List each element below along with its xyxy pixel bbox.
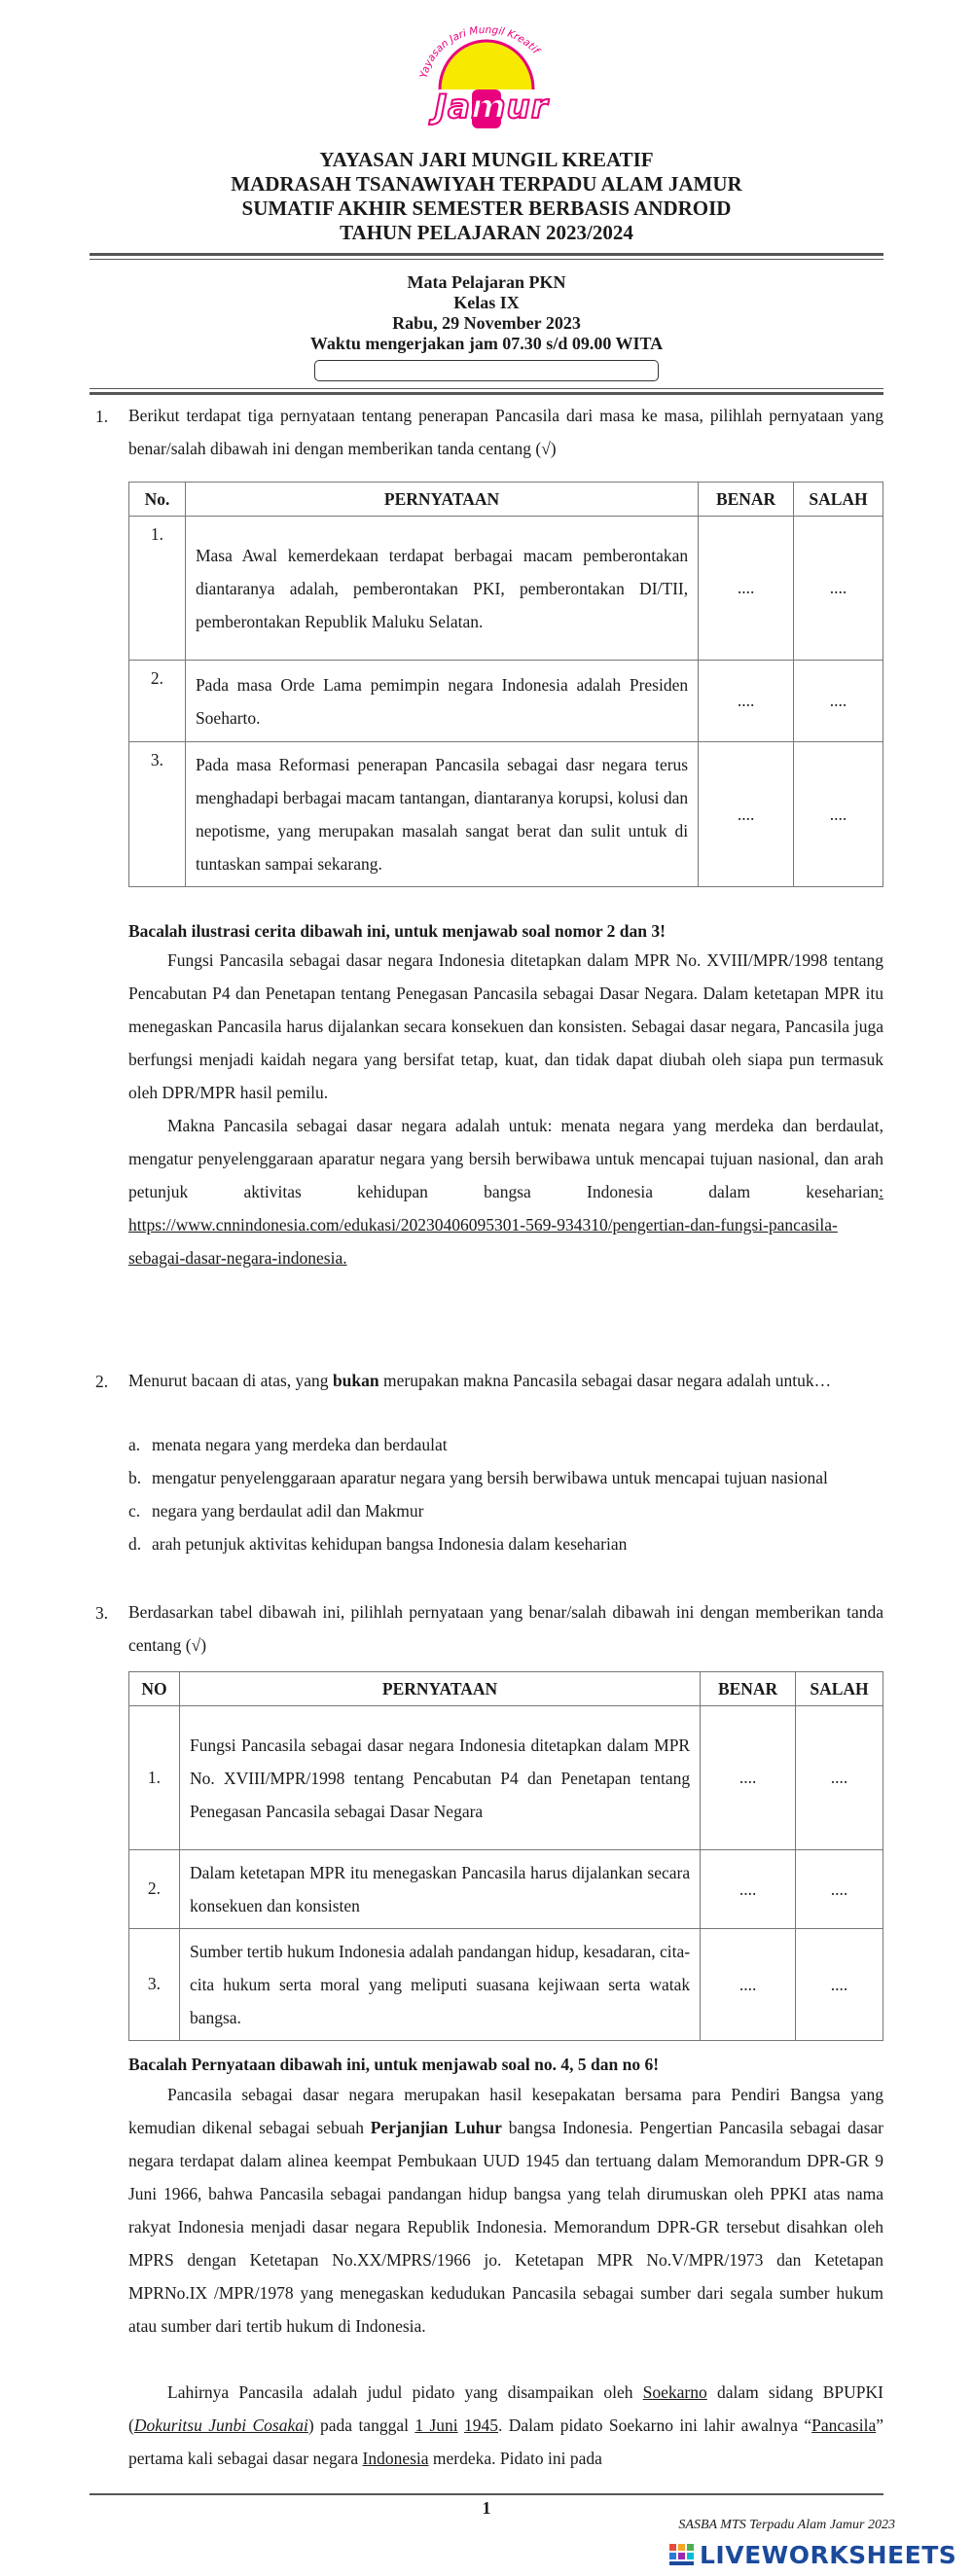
paragraph-text: . Dalam pidato Soekarno ini lahir awalnya “ <box>498 2415 812 2435</box>
logo-brand-text: Jamur <box>434 88 549 126</box>
row-number: 1. <box>129 517 186 661</box>
option-b[interactable] <box>128 1461 883 1494</box>
q2-text <box>128 1364 883 1397</box>
linked-term[interactable]: 1945 <box>464 2415 499 2435</box>
option-letter: d. <box>128 1534 142 1554</box>
exam-date: Rabu, 29 November 2023 <box>392 313 581 333</box>
paragraph-text: ” pertama kali sebagai dasar negara <box>128 2415 883 2468</box>
reading1-heading: Bacalah ilustrasi cerita dibawah ini, untuk menjawab soal nomor 2 dan 3! <box>128 921 666 941</box>
exam-info <box>195 272 778 354</box>
class-label: Kelas IX <box>453 293 520 312</box>
col-header-no: NO <box>129 1672 180 1706</box>
watermark-text: LIVEWORKSHEETS <box>700 2540 957 2569</box>
true-answer-cell[interactable]: .... <box>699 661 794 742</box>
subject-label: Mata Pelajaran PKN <box>407 272 566 292</box>
option-c[interactable] <box>128 1494 883 1527</box>
row-number: 2. <box>129 661 186 742</box>
header-divider <box>90 253 883 256</box>
q3-text: Berdasarkan tabel dibawah ini, pilihlah pernyataan yang benar/salah dibawah ini dengan memberikan tanda centang (√) <box>128 1602 883 1655</box>
row-statement: Pada masa Orde Lama pemimpin negara Indonesia adalah Presiden Soeharto. <box>185 661 698 742</box>
reading2-paragraph1 <box>128 2078 883 2343</box>
q1-table <box>128 482 883 887</box>
reading1-paragraph2 <box>128 1109 883 1274</box>
col-header-no: No. <box>129 483 186 517</box>
option-letter: b. <box>128 1468 142 1487</box>
q2-emphasis: bukan <box>332 1371 379 1390</box>
table-header-row <box>129 1672 883 1706</box>
foundation-name: YAYASAN JARI MUNGIL KREATIF <box>319 148 654 171</box>
row-statement: Fungsi Pancasila sebagai dasar negara Indonesia ditetapkan dalam MPR No. XVIII/MPR/1998 tentang Pencabutan P4 dan Penetapan tentang Penegasan Pancasila sebagai Dasar Negara <box>179 1706 700 1850</box>
linked-term[interactable]: 1 Juni <box>414 2415 458 2435</box>
q2-text-part: merupakan makna Pancasila sebagai dasar negara adalah untuk… <box>378 1371 832 1390</box>
paragraph-text: Pancasila sebagai dasar negara merupakan hasil kesepakatan bersama para Pendiri Bangsa yang kemudian dikenal sebagai sebuah <box>128 2085 883 2137</box>
table-row <box>129 1929 883 2041</box>
col-header-true: BENAR <box>701 1672 796 1706</box>
q2-number: 2. <box>95 1372 109 1391</box>
institution-header <box>146 148 827 245</box>
false-answer-cell[interactable]: .... <box>796 1850 883 1929</box>
option-letter: a. <box>128 1435 141 1454</box>
info-divider-thick <box>90 392 883 395</box>
true-answer-cell[interactable]: .... <box>701 1706 796 1850</box>
col-header-statement: PERNYATAAN <box>179 1672 700 1706</box>
footer-divider <box>90 2493 883 2495</box>
academic-year: TAHUN PELAJARAN 2023/2024 <box>340 221 633 244</box>
option-text: mengatur penyelenggaraan aparatur negara yang bersih berwibawa untuk mencapai tujuan nasional <box>152 1468 828 1487</box>
exam-title: SUMATIF AKHIR SEMESTER BERBASIS ANDROID <box>241 197 732 220</box>
liveworksheets-logo-icon <box>669 2542 697 2567</box>
reading1-paragraph1: Fungsi Pancasila sebagai dasar negara Indonesia ditetapkan dalam MPR No. XVIII/MPR/1998 tentang Pencabutan P4 dan Penetapan tentang Penegasan Pancasila sebagai Dasar Negara. Dalam ketetapan MPR itu menegaskan Pancasila harus dijalankan secara konsekuen dan konsisten. Sebagai dasar negara, Pancasila juga berfungsi menjadi kaidah negara yang bersifat tetap, kuat, dan tidak dapat diubah oleh siapa pun termasuk oleh DPR/MPR hasil pemilu. <box>128 950 883 1102</box>
q1-text: Berikut terdapat tiga pernyataan tentang penerapan Pancasila dari masa ke masa, pilihlah pernyataan yang benar/salah dibawah ini dengan memberikan tanda centang (√) <box>128 406 883 458</box>
header-divider-thin <box>90 259 883 260</box>
table-header-row <box>129 483 883 517</box>
option-letter: c. <box>128 1501 141 1521</box>
option-a[interactable] <box>128 1428 883 1461</box>
col-header-statement: PERNYATAAN <box>185 483 698 517</box>
reading2-paragraph2 <box>128 2376 883 2475</box>
row-statement: Sumber tertib hukum Indonesia adalah pandangan hidup, kesadaran, cita-cita hukum serta moral yang meliputi suasana kejiwaan serta watak bangsa. <box>179 1929 700 2041</box>
true-answer-cell[interactable]: .... <box>699 742 794 887</box>
page-number: 1 <box>482 2498 491 2518</box>
option-text: arah petunjuk aktivitas kehidupan bangsa Indonesia dalam keseharian <box>152 1534 628 1554</box>
svg-text:Yayasan Jari Mungil Kreatif: Yayasan Jari Mungil Kreatif <box>417 23 542 80</box>
q2-text-part: Menurut bacaan di atas, yang <box>128 1371 333 1390</box>
school-logo <box>389 21 584 136</box>
row-statement: Dalam ketetapan MPR itu menegaskan Pancasila harus dijalankan secara konsekuen dan konsisten <box>179 1850 700 1929</box>
q3-table <box>128 1671 883 2041</box>
source-link[interactable]: : https://www.cnnindonesia.com/edukasi/20230406095301-569-934310/pengertian-dan-fungsi-pancasila-sebagai-dasar-negara-indonesia. <box>128 1182 883 1268</box>
linked-term[interactable]: Pancasila <box>811 2415 877 2435</box>
row-number: 2. <box>129 1850 180 1929</box>
option-d[interactable] <box>128 1527 883 1560</box>
row-number: 3. <box>129 1929 180 2041</box>
row-statement: Pada masa Reformasi penerapan Pancasila sebagai dasr negara terus menghadapi berbagai macam tantangan, diantaranya korupsi, kolusi dan nepotisme, yang merupakan masalah sangat berat dan sulit untuk di tuntaskan sampai sekarang. <box>185 742 698 887</box>
option-text: menata negara yang merdeka dan berdaulat <box>152 1435 448 1454</box>
true-answer-cell[interactable]: .... <box>701 1929 796 2041</box>
table-row <box>129 517 883 661</box>
true-answer-cell[interactable]: .... <box>699 517 794 661</box>
option-text: negara yang berdaulat adil dan Makmur <box>152 1501 424 1521</box>
exam-time: Waktu mengerjakan jam 07.30 s/d 09.00 WITA <box>309 334 664 353</box>
school-name: MADRASAH TSANAWIYAH TERPADU ALAM JAMUR <box>231 172 742 196</box>
false-answer-cell[interactable]: .... <box>794 517 883 661</box>
table-row <box>129 1706 883 1850</box>
false-answer-cell[interactable]: .... <box>796 1929 883 2041</box>
reading2-heading: Bacalah Pernyataan dibawah ini, untuk menjawab soal no. 4, 5 dan no 6! <box>128 2055 660 2074</box>
q1-table-wrap <box>128 482 883 887</box>
paragraph-text: Lahirnya Pancasila adalah judul pidato yang disampaikan oleh <box>167 2382 643 2402</box>
q3-table-wrap <box>128 1671 883 2041</box>
false-answer-cell[interactable]: .... <box>796 1706 883 1850</box>
paragraph-emphasis: Perjanjian Luhur <box>370 2118 502 2137</box>
paragraph-text: bangsa Indonesia. Pengertian Pancasila sebagai dasar negara terdapat dalam alinea keempat Pembukaan UUD 1945 dan tertuang dalam Memorandum DPR-GR 9 Juni 1966, bahwa Pancasila sebagai pandangan hidup bangsa yang telah dirumuskan oleh PPKI atas nama rakyat Indonesia menjadi dasar negara Republik Indonesia. Memorandum DPR-GR tersebut disahkan oleh MPRS dengan Ketetapan No.XX/MPRS/1966 jo. Ketetapan MPR No.V/MPR/1973 dan Ketetapan MPRNo.IX /MPR/1978 yang menegaskan kedudukan Pancasila sebagai sumber dari segala sumber hukum atau sumber dari tertib hukum di Indonesia. <box>128 2118 883 2336</box>
reading1-paragraph2-text: Makna Pancasila sebagai dasar negara adalah untuk: menata negara yang merdeka dan berdaulat, mengatur penyelenggaraan aparatur negara yang bersih berwibawa untuk mencapai tujuan nasional, dan arah petunjuk aktivitas kehidupan bangsa Indonesia dalam keseharian <box>128 1116 883 1201</box>
q2-options <box>128 1428 883 1560</box>
false-answer-cell[interactable]: .... <box>794 742 883 887</box>
q1-number: 1. <box>95 407 109 426</box>
footer-credit: SASBA MTS Terpadu Alam Jamur 2023 <box>678 2518 895 2532</box>
q3-number: 3. <box>95 1603 109 1623</box>
name-input-box[interactable] <box>314 360 659 381</box>
table-row <box>129 661 883 742</box>
paragraph-text: ) pada tanggal <box>307 2415 415 2435</box>
false-answer-cell[interactable]: .... <box>794 661 883 742</box>
linked-term[interactable]: Dokuritsu Junbi Cosakai <box>133 2415 308 2435</box>
paragraph-text: merdeka. Pidato ini pada <box>428 2449 602 2468</box>
liveworksheets-watermark[interactable] <box>669 2539 961 2570</box>
table-row <box>129 742 883 887</box>
col-header-false: SALAH <box>796 1672 883 1706</box>
row-number: 3. <box>129 742 186 887</box>
info-divider <box>90 388 883 389</box>
col-header-true: BENAR <box>699 483 794 517</box>
paragraph-text: dalam sidang BPUPKI ( <box>128 2382 883 2435</box>
col-header-false: SALAH <box>794 483 883 517</box>
true-answer-cell[interactable]: .... <box>701 1850 796 1929</box>
row-statement: Masa Awal kemerdekaan terdapat berbagai macam pemberontakan diantaranya adalah, pemberontakan PKI, pemberontakan DI/TII, pemberontakan Republik Maluku Selatan. <box>185 517 698 661</box>
row-number: 1. <box>129 1706 180 1850</box>
linked-term[interactable]: Indonesia <box>362 2449 429 2468</box>
table-row <box>129 1850 883 1929</box>
linked-term[interactable]: Soekarno <box>642 2382 707 2402</box>
